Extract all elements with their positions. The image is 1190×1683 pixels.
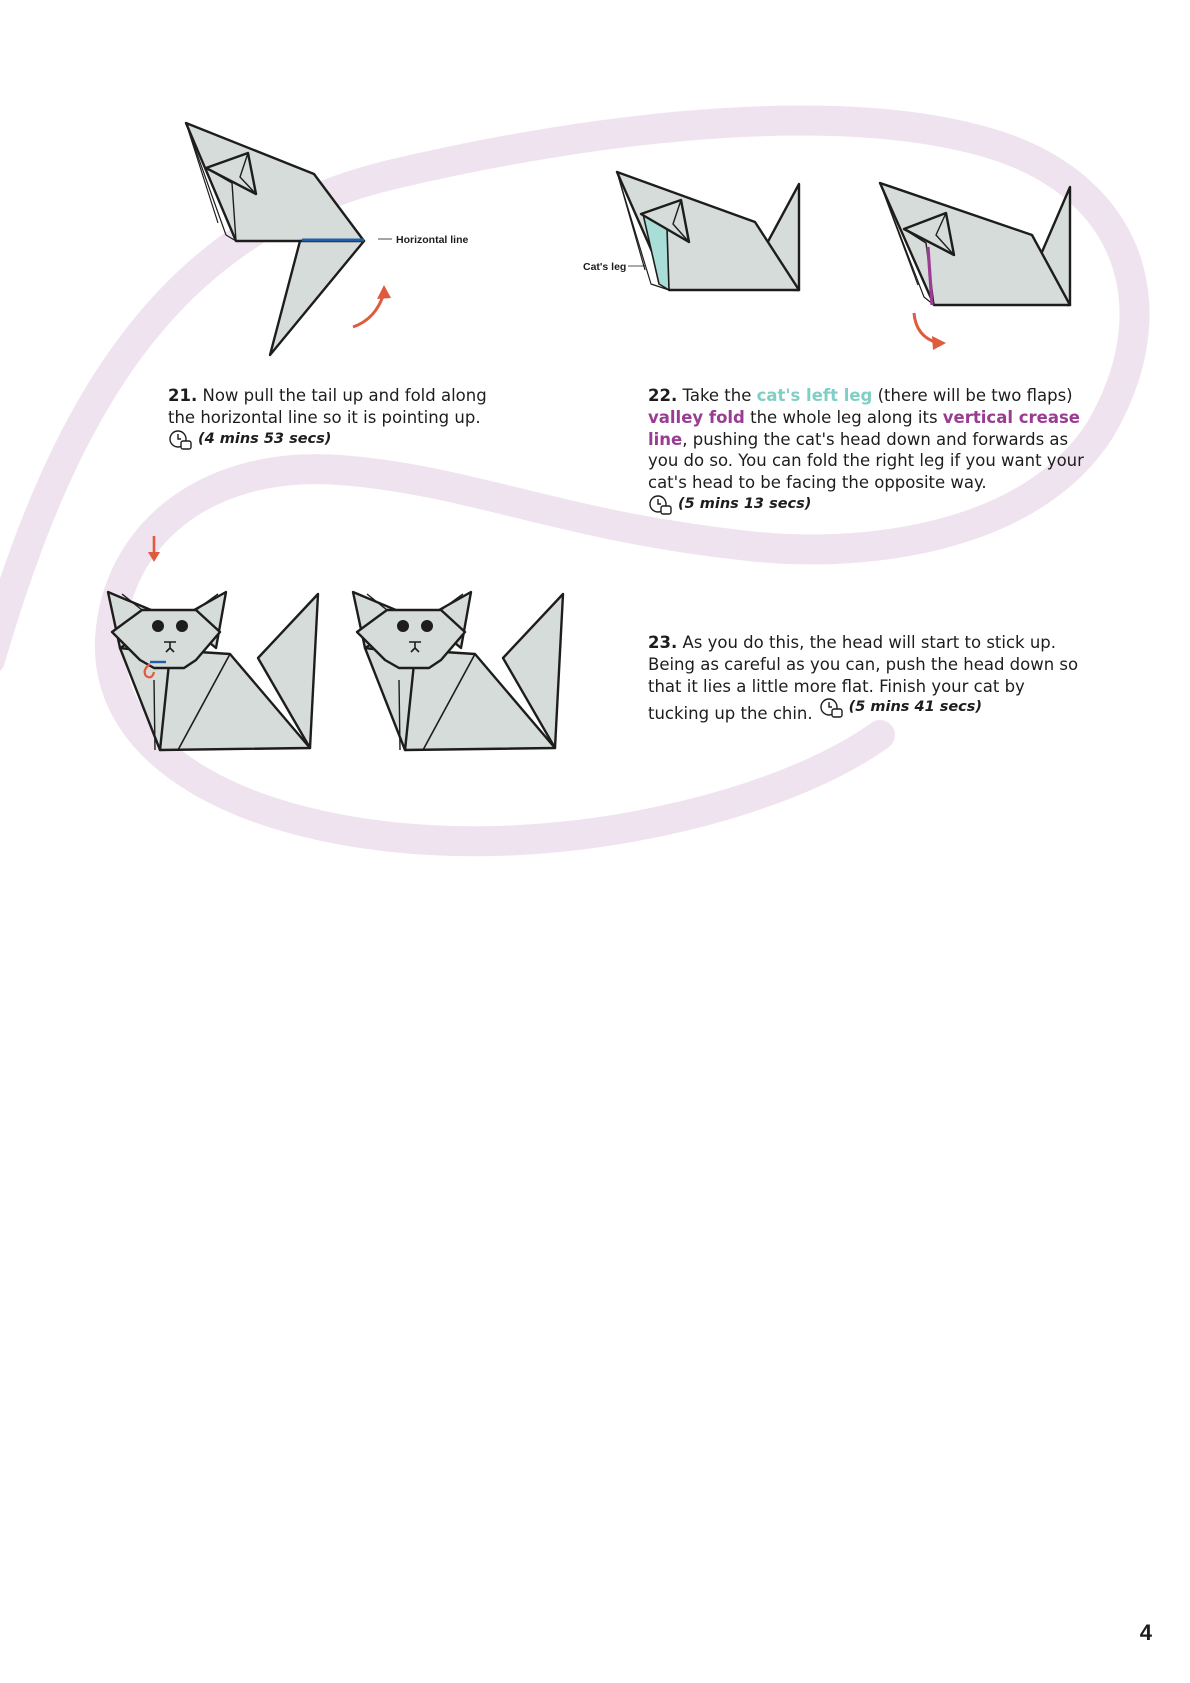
cats-leg-label: Cat's leg — [583, 261, 627, 273]
horizontal-line-label: Horizontal line — [396, 234, 469, 246]
step-time — [819, 697, 982, 719]
step-text: As you do this, the head will start to stick up. — [677, 633, 1057, 652]
step-text: the whole leg along its — [744, 407, 943, 427]
step-number: 23. — [648, 633, 678, 652]
highlight-vertical-crease: vertical crease — [942, 407, 1080, 427]
figure-step-23-a — [100, 570, 330, 770]
step-number: 22. — [648, 386, 678, 405]
step-number: 21. — [168, 386, 198, 405]
highlight-valley-fold: valley fold — [648, 407, 745, 427]
step-text: Take the — [677, 386, 757, 405]
page-number: 4 — [1139, 1620, 1152, 1645]
step-text: Being as careful as you can, push the head down so — [648, 654, 1079, 674]
step-text: tucking up the chin. — [648, 704, 813, 724]
figure-step-23-b — [345, 570, 575, 770]
step-text: you do so. You can fold the right leg if you want your — [648, 451, 1084, 471]
step-text: cat's head to be facing the opposite way. — [648, 473, 987, 493]
down-arrow-icon — [148, 536, 160, 562]
highlight-line: line — [648, 429, 683, 449]
highlight-cats-left-leg: cat's left leg — [756, 386, 873, 405]
time-label: (5 mins 41 secs) — [848, 699, 983, 716]
step-time — [648, 494, 1088, 516]
step-time — [168, 429, 528, 451]
curved-arrow-icon — [353, 285, 391, 327]
figure-step-22-b — [870, 175, 1070, 345]
figure-step-22-a — [585, 160, 815, 310]
step-23 — [648, 632, 1088, 725]
figure-step-21 — [170, 105, 500, 365]
stopwatch-hand-icon — [819, 697, 845, 719]
time-label: (4 mins 53 secs) — [198, 430, 332, 447]
step-text: (there will be two flaps) — [872, 386, 1073, 405]
step-22 — [648, 385, 1088, 516]
stopwatch-hand-icon — [168, 429, 194, 451]
time-label: (5 mins 13 secs) — [678, 496, 812, 513]
step-text: , pushing the cat's head down and forwards as — [682, 429, 1069, 449]
step-21 — [168, 385, 528, 451]
step-text: that it lies a little more flat. Finish your cat by — [648, 676, 1025, 696]
step-text: the horizontal line so it is pointing up. — [168, 407, 481, 427]
step-text: Now pull the tail up and fold along — [197, 386, 487, 405]
stopwatch-hand-icon — [648, 494, 674, 516]
curved-arrow-icon — [914, 313, 946, 350]
